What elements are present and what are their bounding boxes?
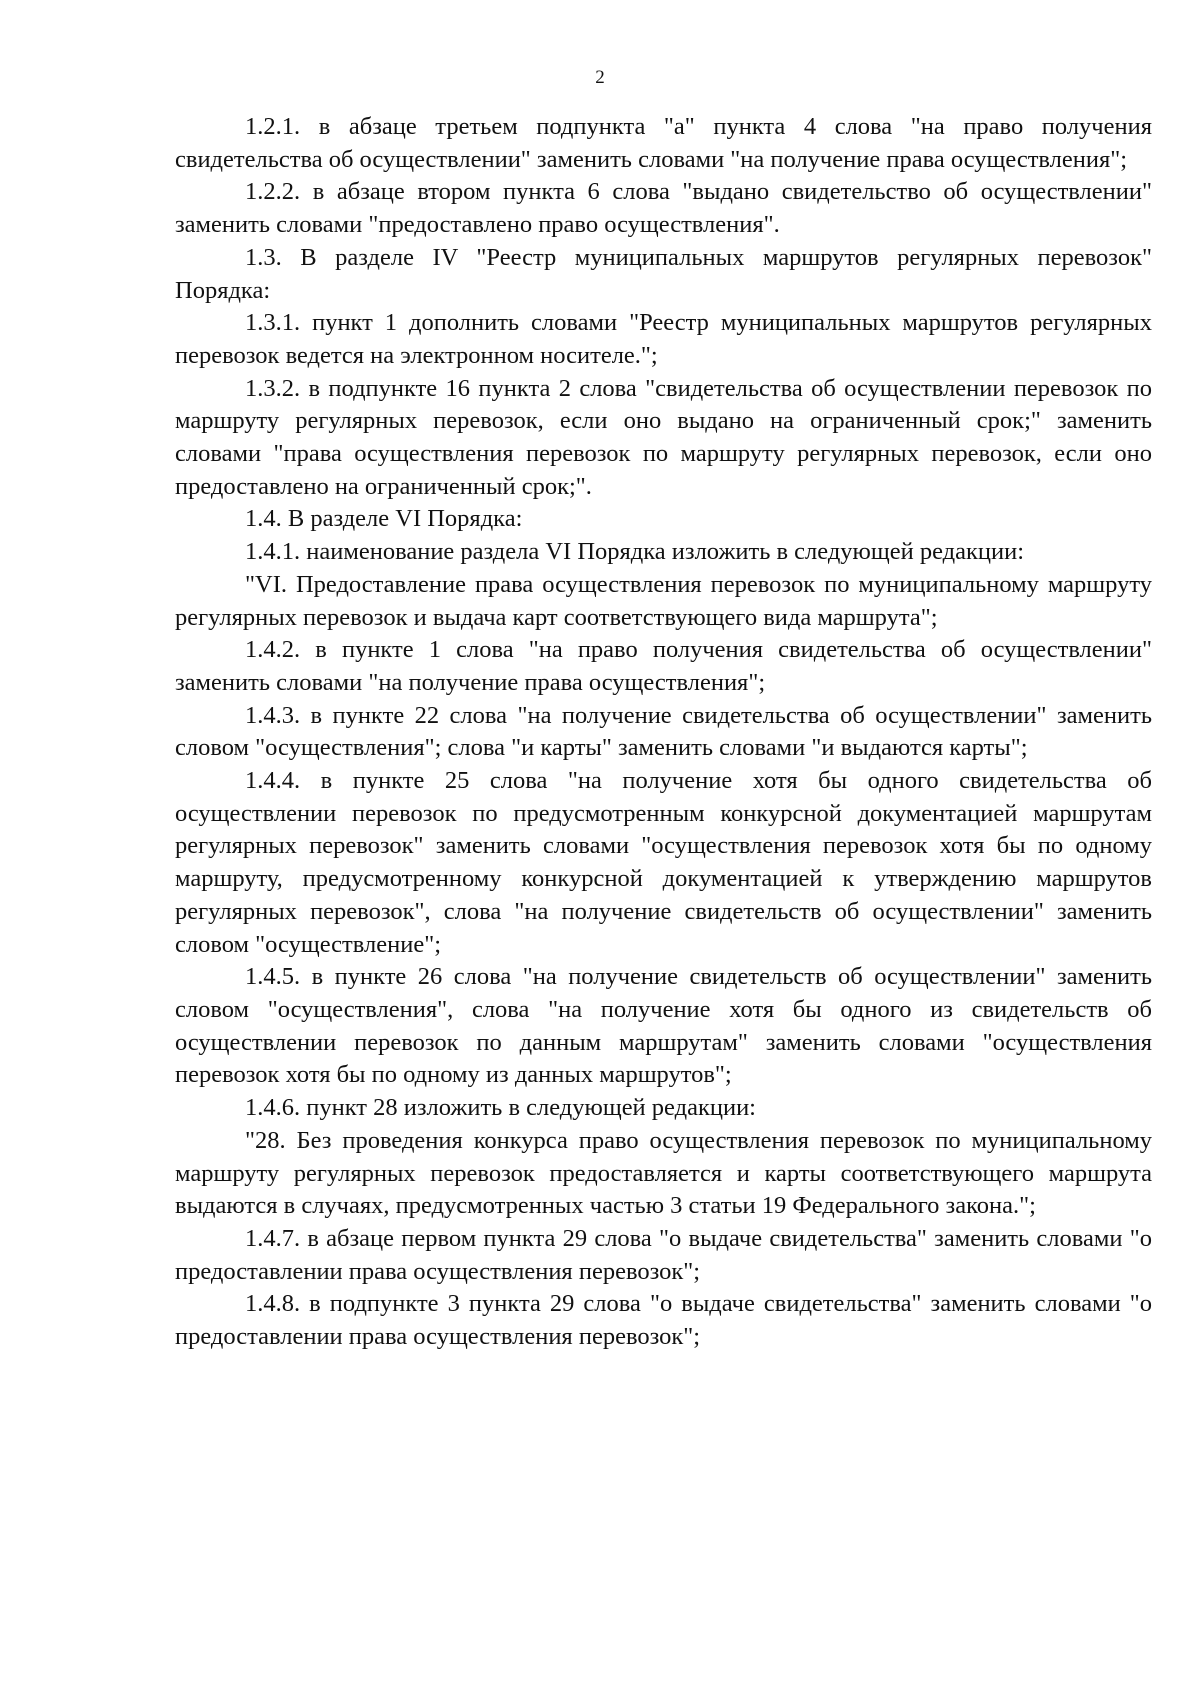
paragraph-1-2-2: 1.2.2. в абзаце втором пункта 6 слова "выдано свидетельство об осуществлении" заменить словами "предоставлено право осуществления". bbox=[175, 178, 1152, 239]
paragraph-1-3-2: 1.3.2. в подпункте 16 пункта 2 слова "свидетельства об осуществлении перевозок по маршруту регулярных перевозок, если оно выдано на ограниченный срок;" заменить словами "права осуществления перевозок по маршруту регулярных перевозок, если оно предоставлено на ограниченный срок;". bbox=[175, 374, 1152, 500]
paragraph-1-4-1: 1.4.1. наименование раздела VI Порядка изложить в следующей редакции: bbox=[245, 538, 1025, 566]
paragraph-1-2-1: 1.2.1. в абзаце третьем подпункта "а" пункта 4 слова "на право получения свидетельства об осуществлении" заменить словами "на получение права осуществления"; bbox=[175, 113, 1152, 173]
paragraph-1-4-7: 1.4.7. в абзаце первом пункта 29 слова "о выдаче свидетельства" заменить словами "о предоставлении права осуществления перевозок"; bbox=[175, 1224, 1152, 1285]
page-number: 2 bbox=[595, 67, 605, 88]
document-body bbox=[175, 111, 1152, 1354]
paragraph-1-4-4: 1.4.4. в пункте 25 слова "на получение хотя бы одного свидетельства об осуществлении перевозок по предусмотренным конкурсной документацией маршрутам регулярных перевозок" заменить словами "осуществления перевозок хотя бы по одному маршруту, предусмотренному конкурсной документацией к утверждению маршрутов регулярных перевозок", слова "на получение свидетельств об осуществлении" заменить словом "осуществление"; bbox=[175, 767, 1152, 958]
paragraph-1-4-6: 1.4.6. пункт 28 изложить в следующей редакции: bbox=[245, 1094, 756, 1122]
paragraph-1-4-8: 1.4.8. в подпункте 3 пункта 29 слова "о выдаче свидетельства" заменить словами "о предоставлении права осуществления перевозок"; bbox=[175, 1290, 1152, 1351]
paragraph-1-3: 1.3. В разделе IV "Реестр муниципальных маршрутов регулярных перевозок" Порядка: bbox=[175, 243, 1152, 304]
paragraph-1-4-5: 1.4.5. в пункте 26 слова "на получение свидетельств об осуществлении" заменить словом "осуществления", слова "на получение хотя бы одного из свидетельств об осуществлении перевозок по данным маршрутам" заменить словами "осуществления перевозок хотя бы по одному из данных маршрутов"; bbox=[175, 963, 1152, 1089]
paragraph-1-4-2: 1.4.2. в пункте 1 слова "на право получения свидетельства об осуществлении" заменить словами "на получение права осуществления"; bbox=[175, 636, 1152, 696]
paragraph-section-vi-title: "VI. Предоставление права осуществления перевозок по муниципальному маршруту регулярных перевозок и выдача карт соответствующего вида маршрута"; bbox=[175, 570, 1152, 631]
paragraph-1-4: 1.4. В разделе VI Порядка: bbox=[245, 505, 523, 533]
paragraph-point-28: "28. Без проведения конкурса право осуществления перевозок по муниципальному маршруту регулярных перевозок предоставляется и карты соответствующего маршрута выдаются в случаях, предусмотренных частью 3 статьи 19 Федерального закона."; bbox=[175, 1126, 1152, 1220]
paragraph-1-3-1: 1.3.1. пункт 1 дополнить словами "Реестр муниципальных маршрутов регулярных перевозок ведется на электронном носителе."; bbox=[175, 309, 1152, 369]
paragraph-1-4-3: 1.4.3. в пункте 22 слова "на получение свидетельства об осуществлении" заменить словом "осуществления"; слова "и карты" заменить словами "и выдаются карты"; bbox=[175, 701, 1152, 762]
